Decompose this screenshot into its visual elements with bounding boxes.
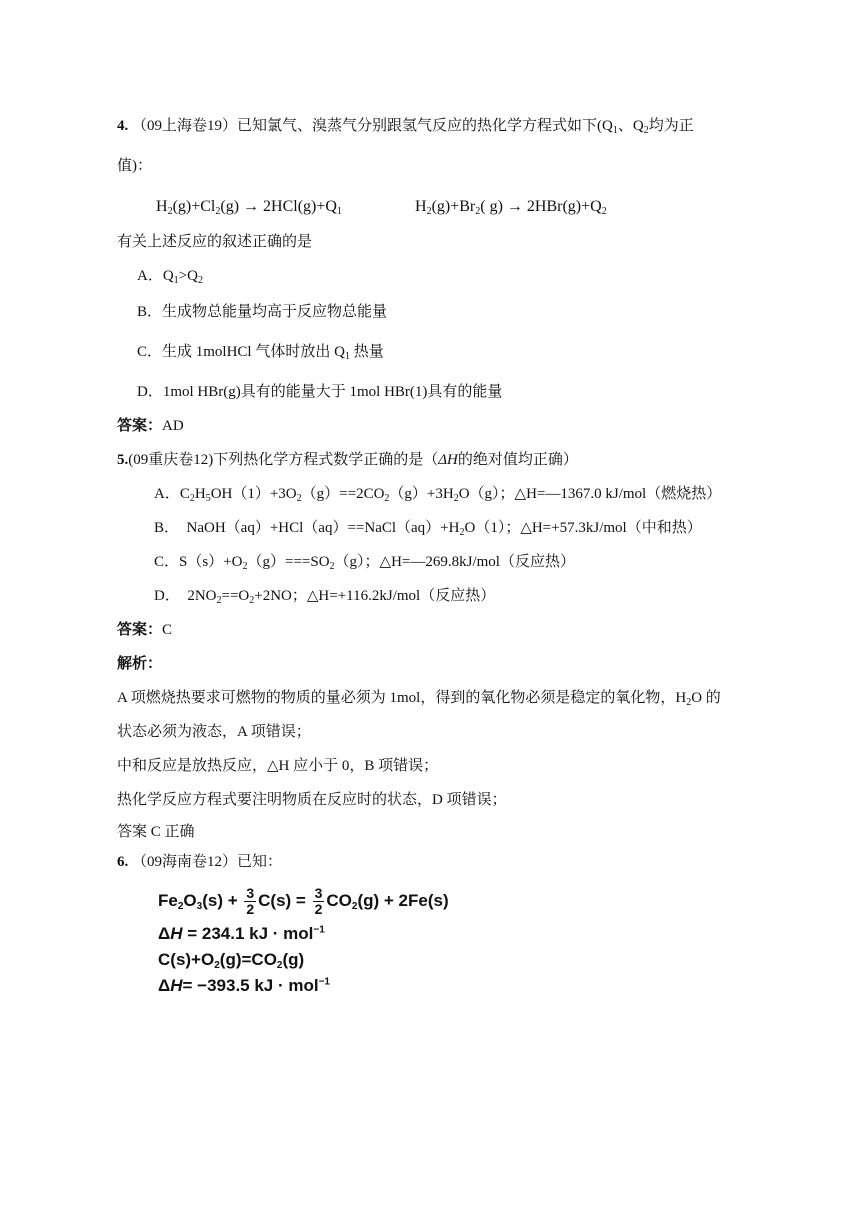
q4-option-b: B．生成物总能量均高于反应物总能量 bbox=[137, 304, 388, 320]
q4-option-a: A．$Q_1>Q_2$ bbox=[137, 268, 203, 286]
q4-option-c: C．生成 1molHCl 气体时放出 $Q_1$ 热量 bbox=[137, 344, 384, 362]
q5-analysis-3: 中和反应是放热反应，△H 应小于 0，B 项错误； bbox=[117, 758, 439, 774]
q4-stem-b: 、Q bbox=[617, 118, 644, 134]
q4-answer: 答案：AD bbox=[117, 418, 184, 434]
q5-option-a: A．$C_2H_5OH(1)+3O_2(g)==2CO_2(g)+3H_2O(g)$；△H=—1367.0 kJ/mol（燃烧热） bbox=[154, 486, 722, 504]
q6-equation-image bbox=[158, 880, 478, 1005]
q6-eq-line-3: $C(s)+O_2(g)=CO_2(g)$ bbox=[158, 950, 305, 971]
q5-option-d: D． $2NO_2==O_2+2NO$；△H=+116.2kJ/mol（反应热） bbox=[154, 588, 496, 606]
q4-number: 4 bbox=[117, 118, 125, 134]
q4-stem: 4. （09上海卷19）已知氯气、溴蒸气分别跟氢气反应的热化学方程式如下($Q_1$、$Q_2$均为正 bbox=[117, 118, 694, 136]
q5-analysis-label: 解析： bbox=[117, 656, 163, 672]
q5-option-b: B． $NaOH(aq)+HCl(aq)==NaCl(aq)+H_2O(1)$；△H=+57.3kJ/mol（中和热） bbox=[154, 520, 702, 538]
q4-stem-a: 已知氯气、溴蒸气分别跟氢气反应的热化学方程式如下(Q bbox=[237, 118, 613, 134]
q6-stem: 6. （09海南卷12）已知： bbox=[117, 854, 283, 870]
q5-stem: 5.(09重庆卷12)下列热化学方程式数学正确的是（ΔH的绝对值均正确） bbox=[117, 452, 578, 468]
q6-eq-line-2: ΔH = 234.1 kJ · mol$^{-1}$ bbox=[158, 924, 325, 943]
q4-stem-line2: 值)： bbox=[117, 158, 152, 174]
q5-answer: 答案：C bbox=[117, 622, 173, 638]
q4-equation-2: $H_2(g)+Br_2$( $g) \to 2HBr(g)+Q_2$ bbox=[415, 198, 607, 217]
q6-eq-line-1: $Fe_2O_3(s)$ + $\frac{3}{2}$ C(s) = $\frac{3}{2}$ $CO_2(g) + 2Fe(s)$ bbox=[158, 885, 449, 917]
q4-source: （09上海卷19） bbox=[132, 118, 238, 134]
q5-analysis-1: A 项燃烧热要求可燃物的物质的量必须为 1mol，得到的氧化物必须是稳定的氧化物，$H_2O$ 的 bbox=[117, 690, 721, 708]
q5-analysis-4: 热化学反应方程式要注明物质在反应时的状态，D 项错误； bbox=[117, 792, 507, 808]
q5-analysis-2: 状态必须为液态，A 项错误； bbox=[117, 724, 311, 740]
q5-option-c: C．$S(s)+O_2(g)===SO_2(g)$；△H=—269.8kJ/mol（反应热） bbox=[154, 554, 575, 572]
q4-option-d: D．1mol HBr(g)具有的能量大于 1mol HBr(1)具有的能量 bbox=[137, 384, 503, 400]
q4-stem-c: 均为正 bbox=[648, 118, 694, 134]
q6-eq-line-4: ΔH= −393.5 kJ · mol$^{-1}$ bbox=[158, 976, 330, 995]
q5-analysis-5: 答案 C 正确 bbox=[117, 824, 195, 840]
q4-question: 有关上述反应的叙述正确的是 bbox=[117, 234, 313, 250]
q4-equation-1: $H_2(g)+Cl_2(g) \to 2HCl(g)+Q_1$ bbox=[156, 198, 342, 217]
